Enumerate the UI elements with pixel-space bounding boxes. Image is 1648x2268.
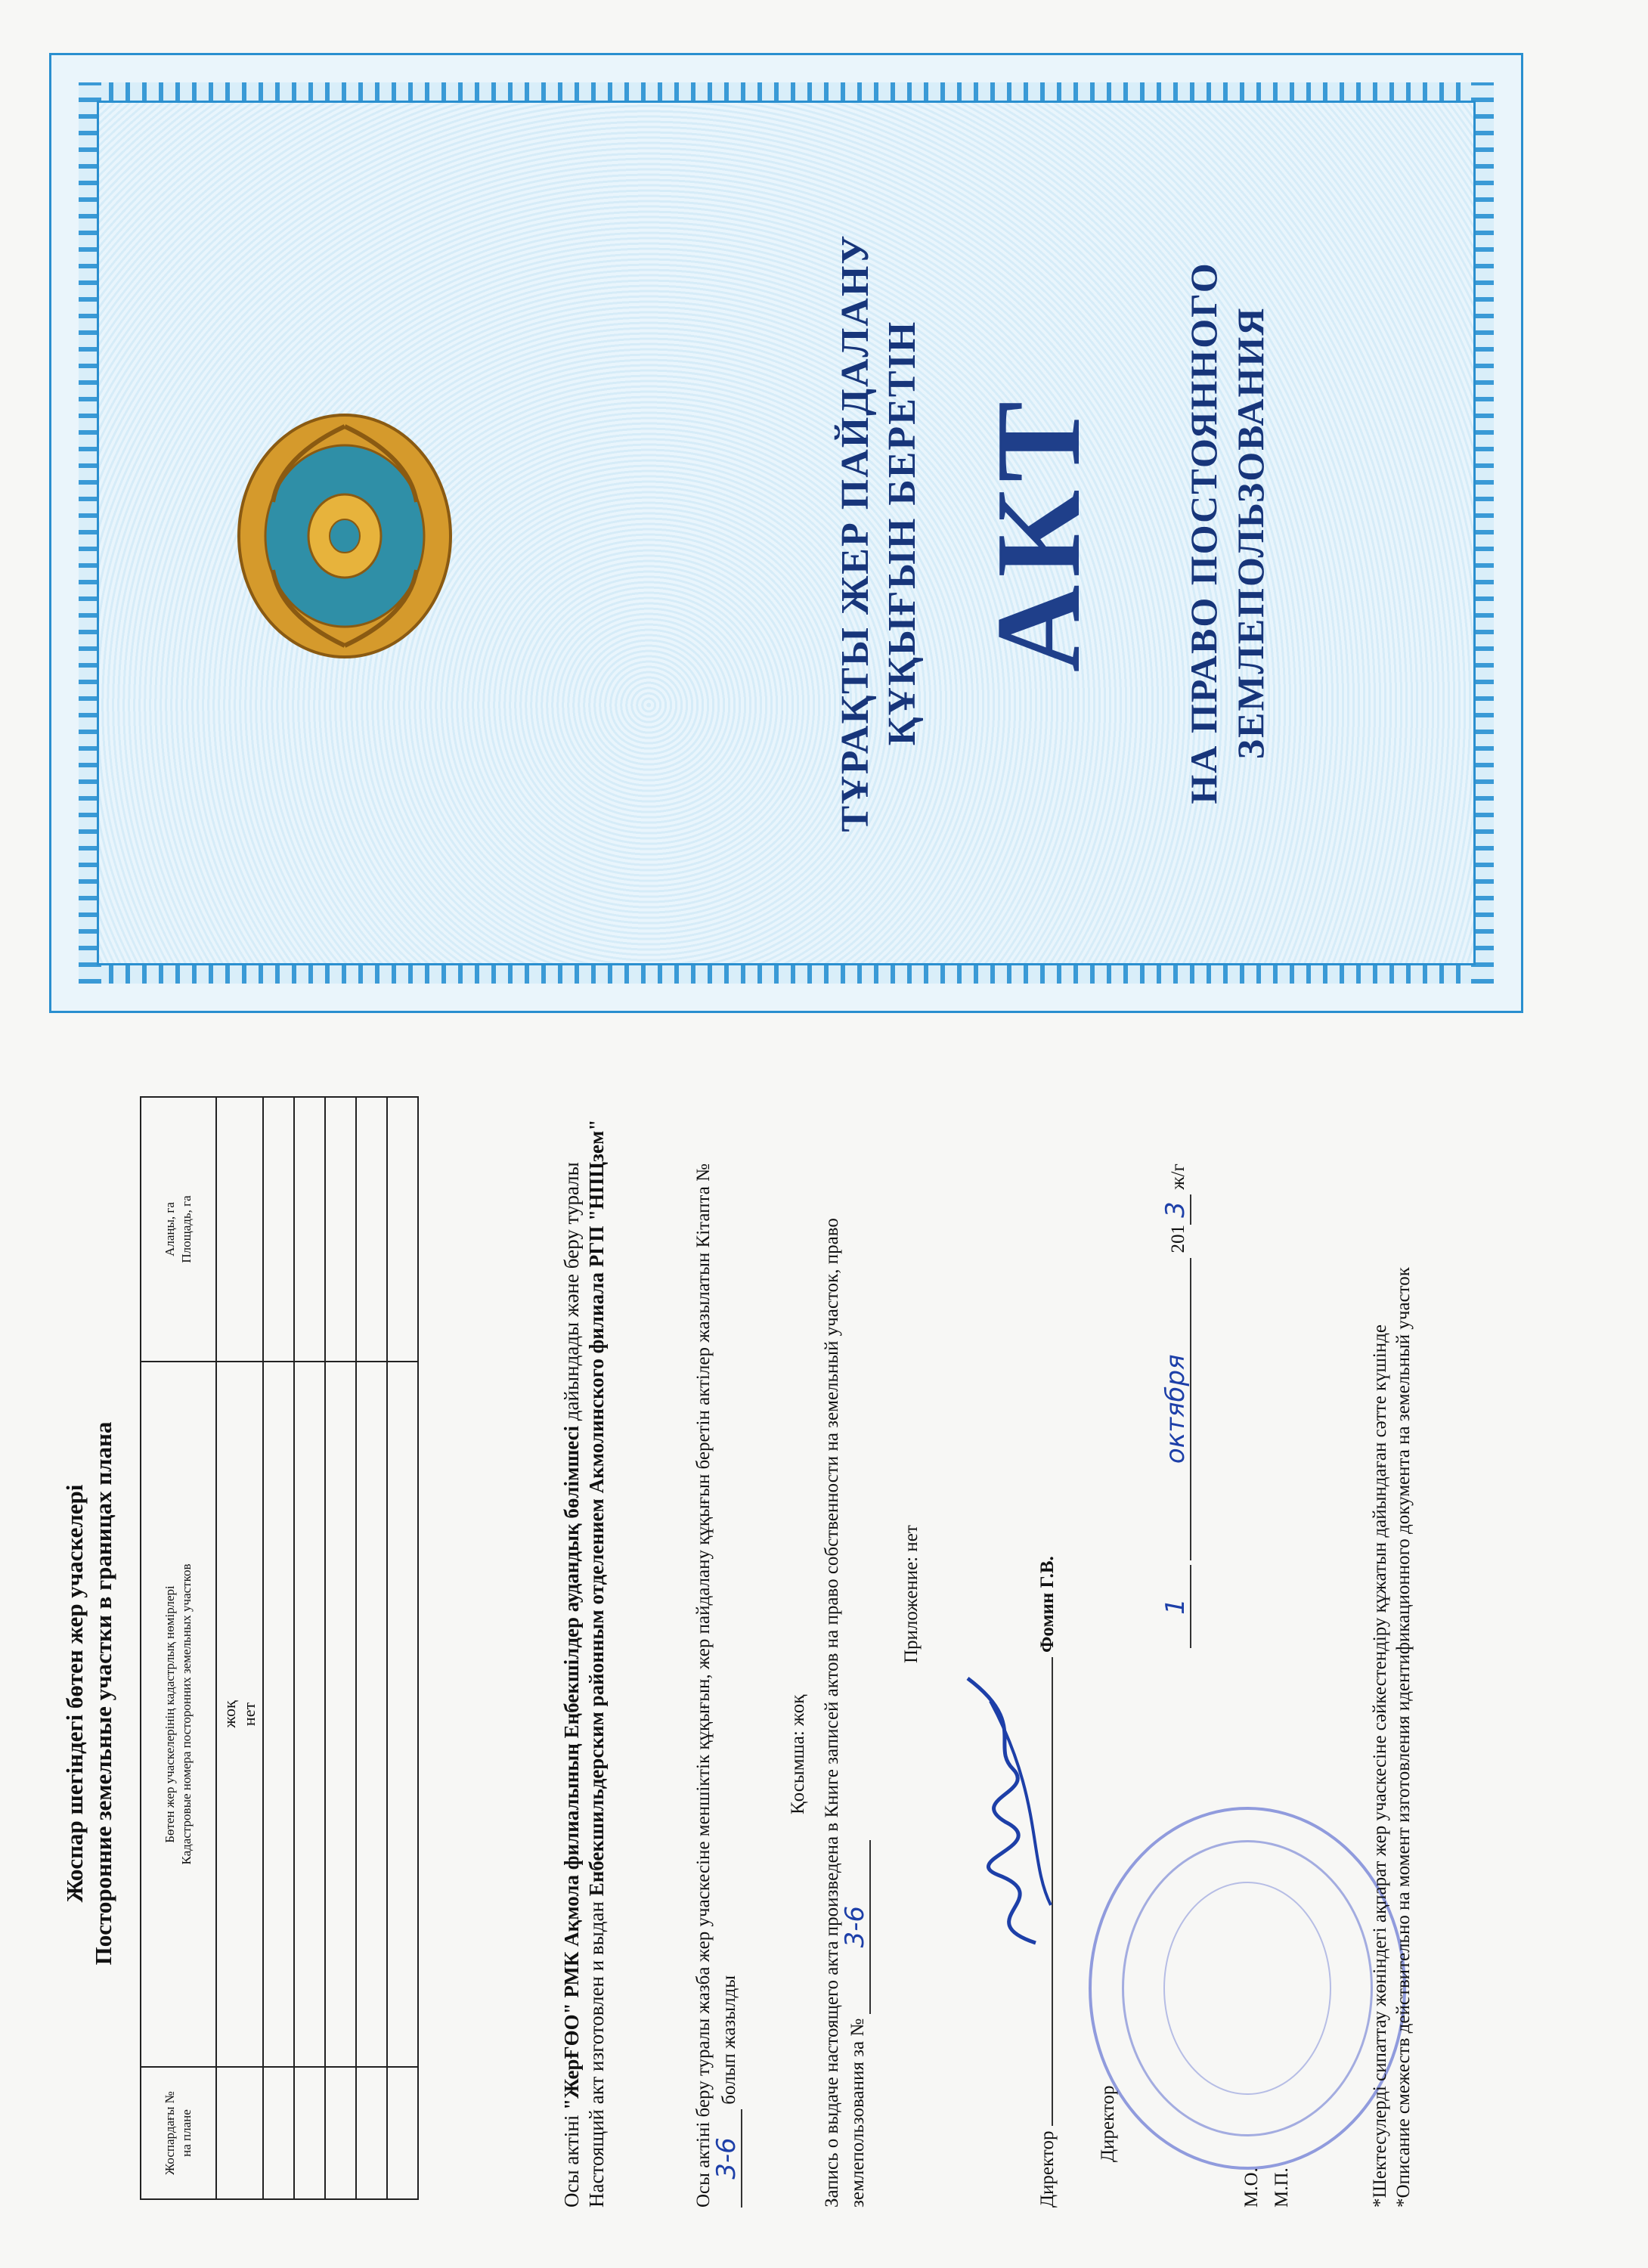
table-cell <box>325 1097 356 1362</box>
table-cell <box>263 2067 294 2199</box>
date-tail: ж/г <box>1168 1163 1188 1190</box>
cover-title-ru-line2: ЗЕМЛЕПОЛЬЗОВАНИЯ <box>1229 306 1272 760</box>
issued-kz-org: "ЖерҒӨО" РМК Ақмола филиалының Еңбекшілдер аудандық бөлімшесі <box>560 1425 583 2110</box>
col-plan-number <box>141 2067 216 2199</box>
date-month: октября <box>1160 1354 1191 1464</box>
table-cell <box>294 1097 325 1362</box>
registration-kz-tail: болып жазылды <box>719 1975 739 2105</box>
table-cell <box>325 1362 356 2067</box>
cover-akt-title: АКТ <box>971 393 1105 673</box>
issued-ru <box>584 1074 609 2208</box>
table-cell <box>263 1097 294 1362</box>
cover-inner <box>97 101 1476 965</box>
col-area-ru: Площадь, га <box>179 1195 194 1263</box>
table-row <box>294 1097 325 2199</box>
issued-kz <box>559 1074 584 2208</box>
table-cell <box>294 2067 325 2199</box>
official-stamp-icon <box>1089 1807 1406 2170</box>
issued-ru-prefix: Настоящий акт изготовлен и выдан <box>585 1896 608 2208</box>
table-row <box>325 1097 356 2199</box>
table-cell <box>356 2067 387 2199</box>
table-cell <box>387 1362 418 2067</box>
footnote-ru: *Описание смежеств действительно на момент изготовления идентификационного документа на земельный участок <box>1393 1267 1414 2208</box>
issued-ru-org: Енбекшильдерским районным отделением Акмолинского филиала РГП "НПЦзем" <box>585 1119 608 1897</box>
footnote <box>1368 1111 1415 2208</box>
issued-kz-prefix: Осы актіні <box>560 2109 583 2208</box>
cover-title-kz-line1: ТҰРАҚТЫ ЖЕР ПАЙДАЛАНУ <box>834 234 877 832</box>
col-cadastral-ru: Кадастровые номера посторонних земельных участков <box>179 1563 194 1865</box>
issued-kz-suffix: дайындады және беру туралы <box>560 1162 583 1426</box>
plan-title <box>60 1164 118 2223</box>
registration-ru-number: 3-6 <box>840 1905 870 1948</box>
cover-title-kz-line2: ҚҰҚЫҒЫН БЕРЕТІН <box>881 320 924 746</box>
state-emblem-icon <box>235 411 454 661</box>
date-year-prefix: 201 <box>1168 1225 1188 1253</box>
row-value-kz: жоқ <box>220 1700 239 1728</box>
col-plan-number-kz: Жоспардағы № <box>163 2091 177 2175</box>
mp-ru: М.П. <box>1272 2167 1292 2208</box>
appendix-ru: Приложение: нет <box>901 1525 922 1663</box>
cover-title-ru <box>1180 103 1274 963</box>
table-cell <box>216 2067 263 2199</box>
director-label-ru: Директор <box>1098 2085 1118 2162</box>
cover-title-ru-line1: НА ПРАВО ПОСТОЯННОГО <box>1182 262 1225 804</box>
table-cell <box>356 1362 387 2067</box>
table-cell <box>216 1362 263 2067</box>
director-label-kz: Директор <box>1037 2130 1058 2208</box>
mp-kz: М.О. <box>1241 2167 1262 2208</box>
col-area-kz: Алаңы, га <box>163 1202 177 1256</box>
signature-icon <box>945 1663 1066 1950</box>
plan-title-ru: Посторонние земельные участки в границах плана <box>90 1421 116 1966</box>
table-cell <box>356 1097 387 1362</box>
issue-date <box>1160 968 1191 1648</box>
cover-title-kz <box>832 103 926 963</box>
issued-by-block <box>559 1074 609 2208</box>
table-cell <box>263 1362 294 2067</box>
table-cell <box>294 1362 325 2067</box>
registration-kz-text: Осы актіні беру туралы жазба жер учаскесіне меншіктік құқығын, жер пайдалану құқығын беретін актілер жазылатын Кітапта № <box>693 1163 714 2208</box>
col-cadastral <box>141 1362 216 2067</box>
registration-ru <box>820 1074 871 2208</box>
cover-page <box>49 53 1523 1013</box>
date-year-suffix: 3 <box>1160 1201 1191 1218</box>
plan-table <box>140 1096 419 2200</box>
table-row <box>216 1097 263 2199</box>
col-cadastral-kz: Бөтен жер учаскелерінің кадастрлық нөмірлері <box>163 1585 177 1843</box>
registration-kz-number: 3-6 <box>711 2137 742 2180</box>
row-value-ru: нет <box>240 1702 259 1727</box>
registration-kz <box>692 1074 742 2208</box>
table-row <box>263 1097 294 2199</box>
table-cell <box>387 2067 418 2199</box>
col-area <box>141 1097 216 1362</box>
table-cell <box>387 1097 418 1362</box>
director-name: Фомин Г.В. <box>1037 1556 1058 1653</box>
col-plan-number-ru: на плане <box>179 2109 194 2157</box>
appendix-kz: Қосымша: жоқ <box>788 1694 808 1814</box>
registration-ru-text: Запись о выдаче настоящего акта произведена в Книге записей актов на право собственности на земельный участок, право землепользования за № <box>822 1218 868 2208</box>
table-cell <box>325 2067 356 2199</box>
table-row <box>387 1097 418 2199</box>
table-cell <box>216 1097 263 1362</box>
footnote-kz: *Шектесулерді сипаттау жөніндегі ақпарат жер учаскесіне сәйкестендіру құжатын дайындаған сәтте күшінде <box>1370 1325 1390 2208</box>
date-day: 1 <box>1160 1598 1191 1615</box>
table-row <box>356 1097 387 2199</box>
plan-title-kz: Жоспар шегіндегі бөтен жер учаскелері <box>61 1484 88 1903</box>
